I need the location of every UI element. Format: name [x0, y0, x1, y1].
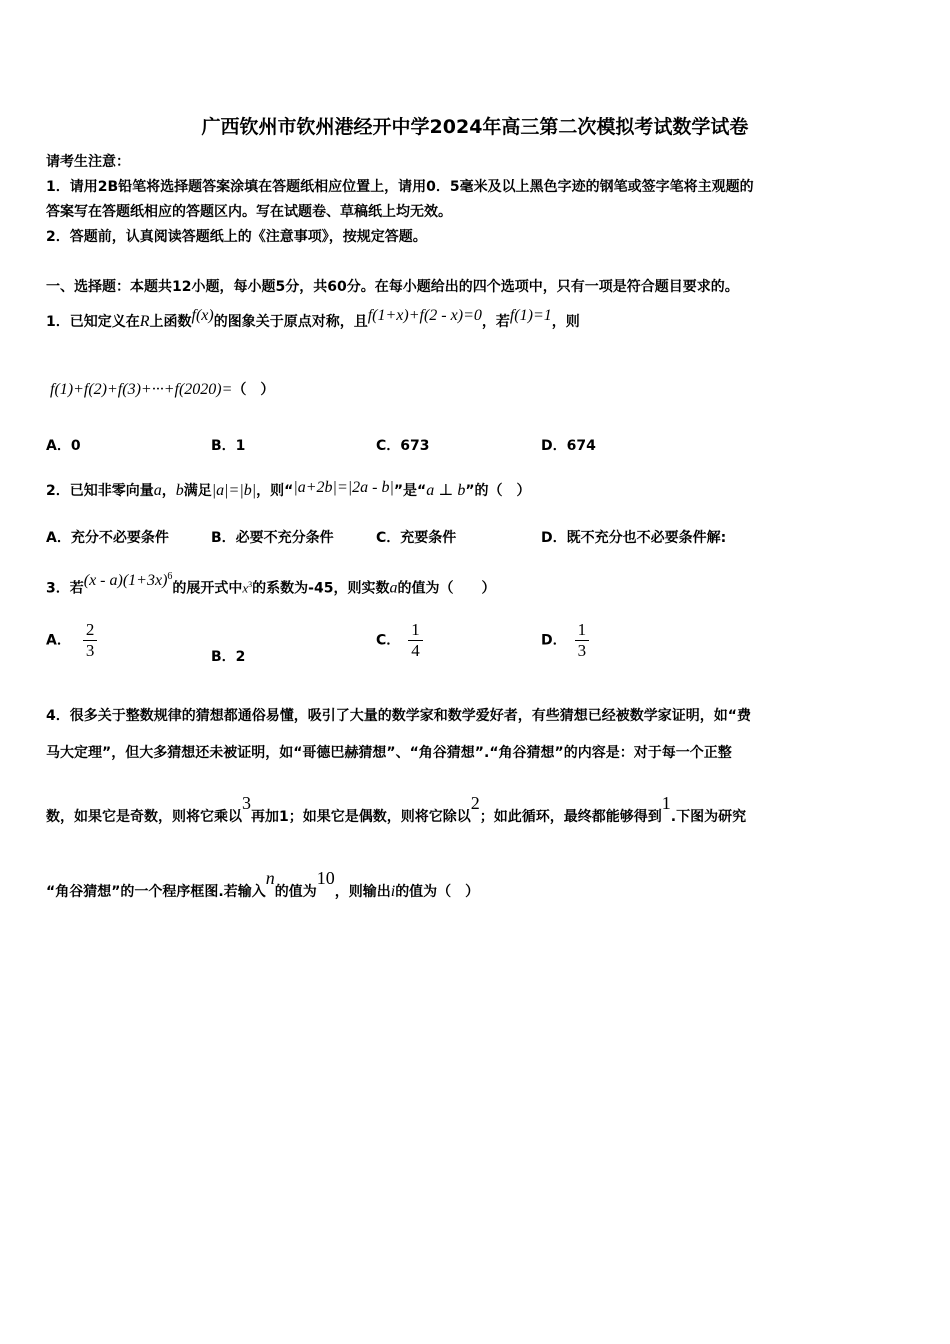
q2-math-perp: a ⊥ b [426, 482, 466, 499]
q1-option-c: C．673 [376, 438, 430, 454]
q1-sum-line [50, 380, 274, 400]
section-heading: 一、选择题：本题共12小题，每小题5分，共60分。在每小题给出的四个选项中，只有一项是符合题目要求的。 [46, 279, 739, 295]
notice-line-1a: 1．请用2B铅笔将选择题答案涂填在答题纸相应位置上，请用0．5毫米及以上黑色字迹的钢笔或签字笔将主观题的 [46, 179, 754, 195]
q1-text-3: 的图象关于原点对称，且 [213, 314, 368, 330]
q3-c-numerator: 1 [411, 620, 420, 639]
q3-exponent-3: 3 [248, 580, 253, 589]
q3-option-c: C． $\frac{1}{4}$ [376, 620, 423, 661]
notice-line-2: 2．答题前，认真阅读答题纸上的《注意事项》，按规定答题。 [46, 229, 427, 245]
q1-text-4: ，若 [481, 314, 510, 330]
q1-option-a: A．0 [46, 438, 81, 454]
q2-text-1: 2．已知非零向量 [46, 483, 154, 499]
q2-math-norm-eq: |a|=|b| [211, 482, 257, 499]
q4-math-n: n [265, 868, 275, 888]
q3-text-3: 的系数为-45，则实数 [252, 580, 390, 597]
q3-option-d: D． $\frac{1}{3}$ [541, 620, 589, 661]
q3-text-2: 的展开式中 [172, 580, 243, 597]
q1-math-r: R [139, 313, 150, 330]
q3-a-numerator: 2 [85, 620, 95, 639]
q1-text-2: 上函数 [149, 314, 192, 330]
q3-c-denominator: 4 [411, 641, 420, 660]
q1-option-d: D．674 [541, 438, 596, 454]
q3-text-4: 的值为（ ） [397, 580, 496, 597]
q3-d-numerator: 1 [577, 620, 587, 639]
q2-math-b: b [175, 482, 184, 499]
notice-line-1b: 答案写在答题纸相应的答题区内。写在试题卷、草稿纸上均无效。 [46, 204, 452, 220]
q2-option-c: C．充要条件 [376, 530, 457, 546]
q3-text-1: 3．若 [46, 580, 84, 597]
q4-line-4: “角谷猜想”的一个程序框图.若输入n的值为10，则输出i的值为（ ） [46, 868, 480, 900]
question-3 [46, 571, 496, 599]
q1-math-f1: f(1)=1 [509, 307, 552, 324]
q1-sum-expression: f(1)+f(2)+f(3)+···+f(2020)= [50, 381, 233, 398]
q2-text-4: ”是“ [393, 483, 427, 499]
question-2 [46, 481, 531, 501]
q1-option-b: B．1 [211, 438, 246, 454]
q1-text-5: ，则 [551, 314, 580, 330]
q4-line-2: 马大定理”，但大多猜想还未被证明，如“哥德巴赫猜想”、“角谷猜想”.“角谷猜想”的内容是：对于每一个正整 [46, 745, 732, 761]
q4-line-1: 4．很多关于整数规律的猜想都通俗易懂，吸引了大量的数学家和数学爱好者，有些猜想已经被数学家证明，如“费 [46, 708, 751, 724]
q1-text-1: 1．已知定义在 [46, 314, 140, 330]
q3-math-expansion: (x - a)(1+3x) [83, 571, 168, 589]
q3-option-b: B．2 [211, 649, 246, 665]
q1-paren: （ ） [232, 382, 275, 398]
q2-text-2: 满足 [183, 483, 212, 499]
question-1 [46, 307, 580, 332]
q3-exponent: 6 [167, 571, 173, 582]
q4-number-2: 2 [470, 793, 480, 813]
page-title: 广西钦州市钦州港经开中学2024年高三第二次模拟考试数学试卷 [201, 116, 749, 138]
q4-line-3: 数，如果它是奇数，则将它乘以3再加1；如果它是偶数，则将它除以2；如此循环，最终都能够得到1.下图为研究 [46, 793, 747, 825]
q2-option-a: A．充分不必要条件 [46, 530, 169, 546]
q2-sep: ， [161, 483, 176, 499]
q4-number-1: 1 [661, 793, 671, 813]
q2-text-5: ”的（ ） [465, 483, 531, 499]
q4-math-i: i [390, 883, 396, 900]
q2-option-d: D．既不充分也不必要条件解: [541, 530, 727, 546]
q4-number-3: 3 [242, 793, 251, 813]
q2-math-a: a [153, 482, 162, 499]
q3-a-denominator: 3 [85, 641, 95, 660]
q1-math-fx: f(x) [191, 307, 214, 324]
q4-number-10: 10 [316, 868, 335, 888]
q2-math-condition: |a+2b|=|2a - b| [293, 479, 394, 496]
q3-math-x: x [242, 580, 249, 596]
q2-text-3: ，则“ [256, 483, 294, 499]
q2-option-b: B．必要不充分条件 [211, 530, 334, 546]
q3-d-denominator: 3 [577, 641, 587, 660]
q3-option-a: A． $\frac{2}{3}$ [46, 620, 97, 661]
notice-heading: 请考生注意： [46, 154, 130, 170]
q1-math-condition: f(1+x)+f(2 - x)=0 [367, 307, 482, 324]
q3-math-a: a [389, 579, 398, 597]
